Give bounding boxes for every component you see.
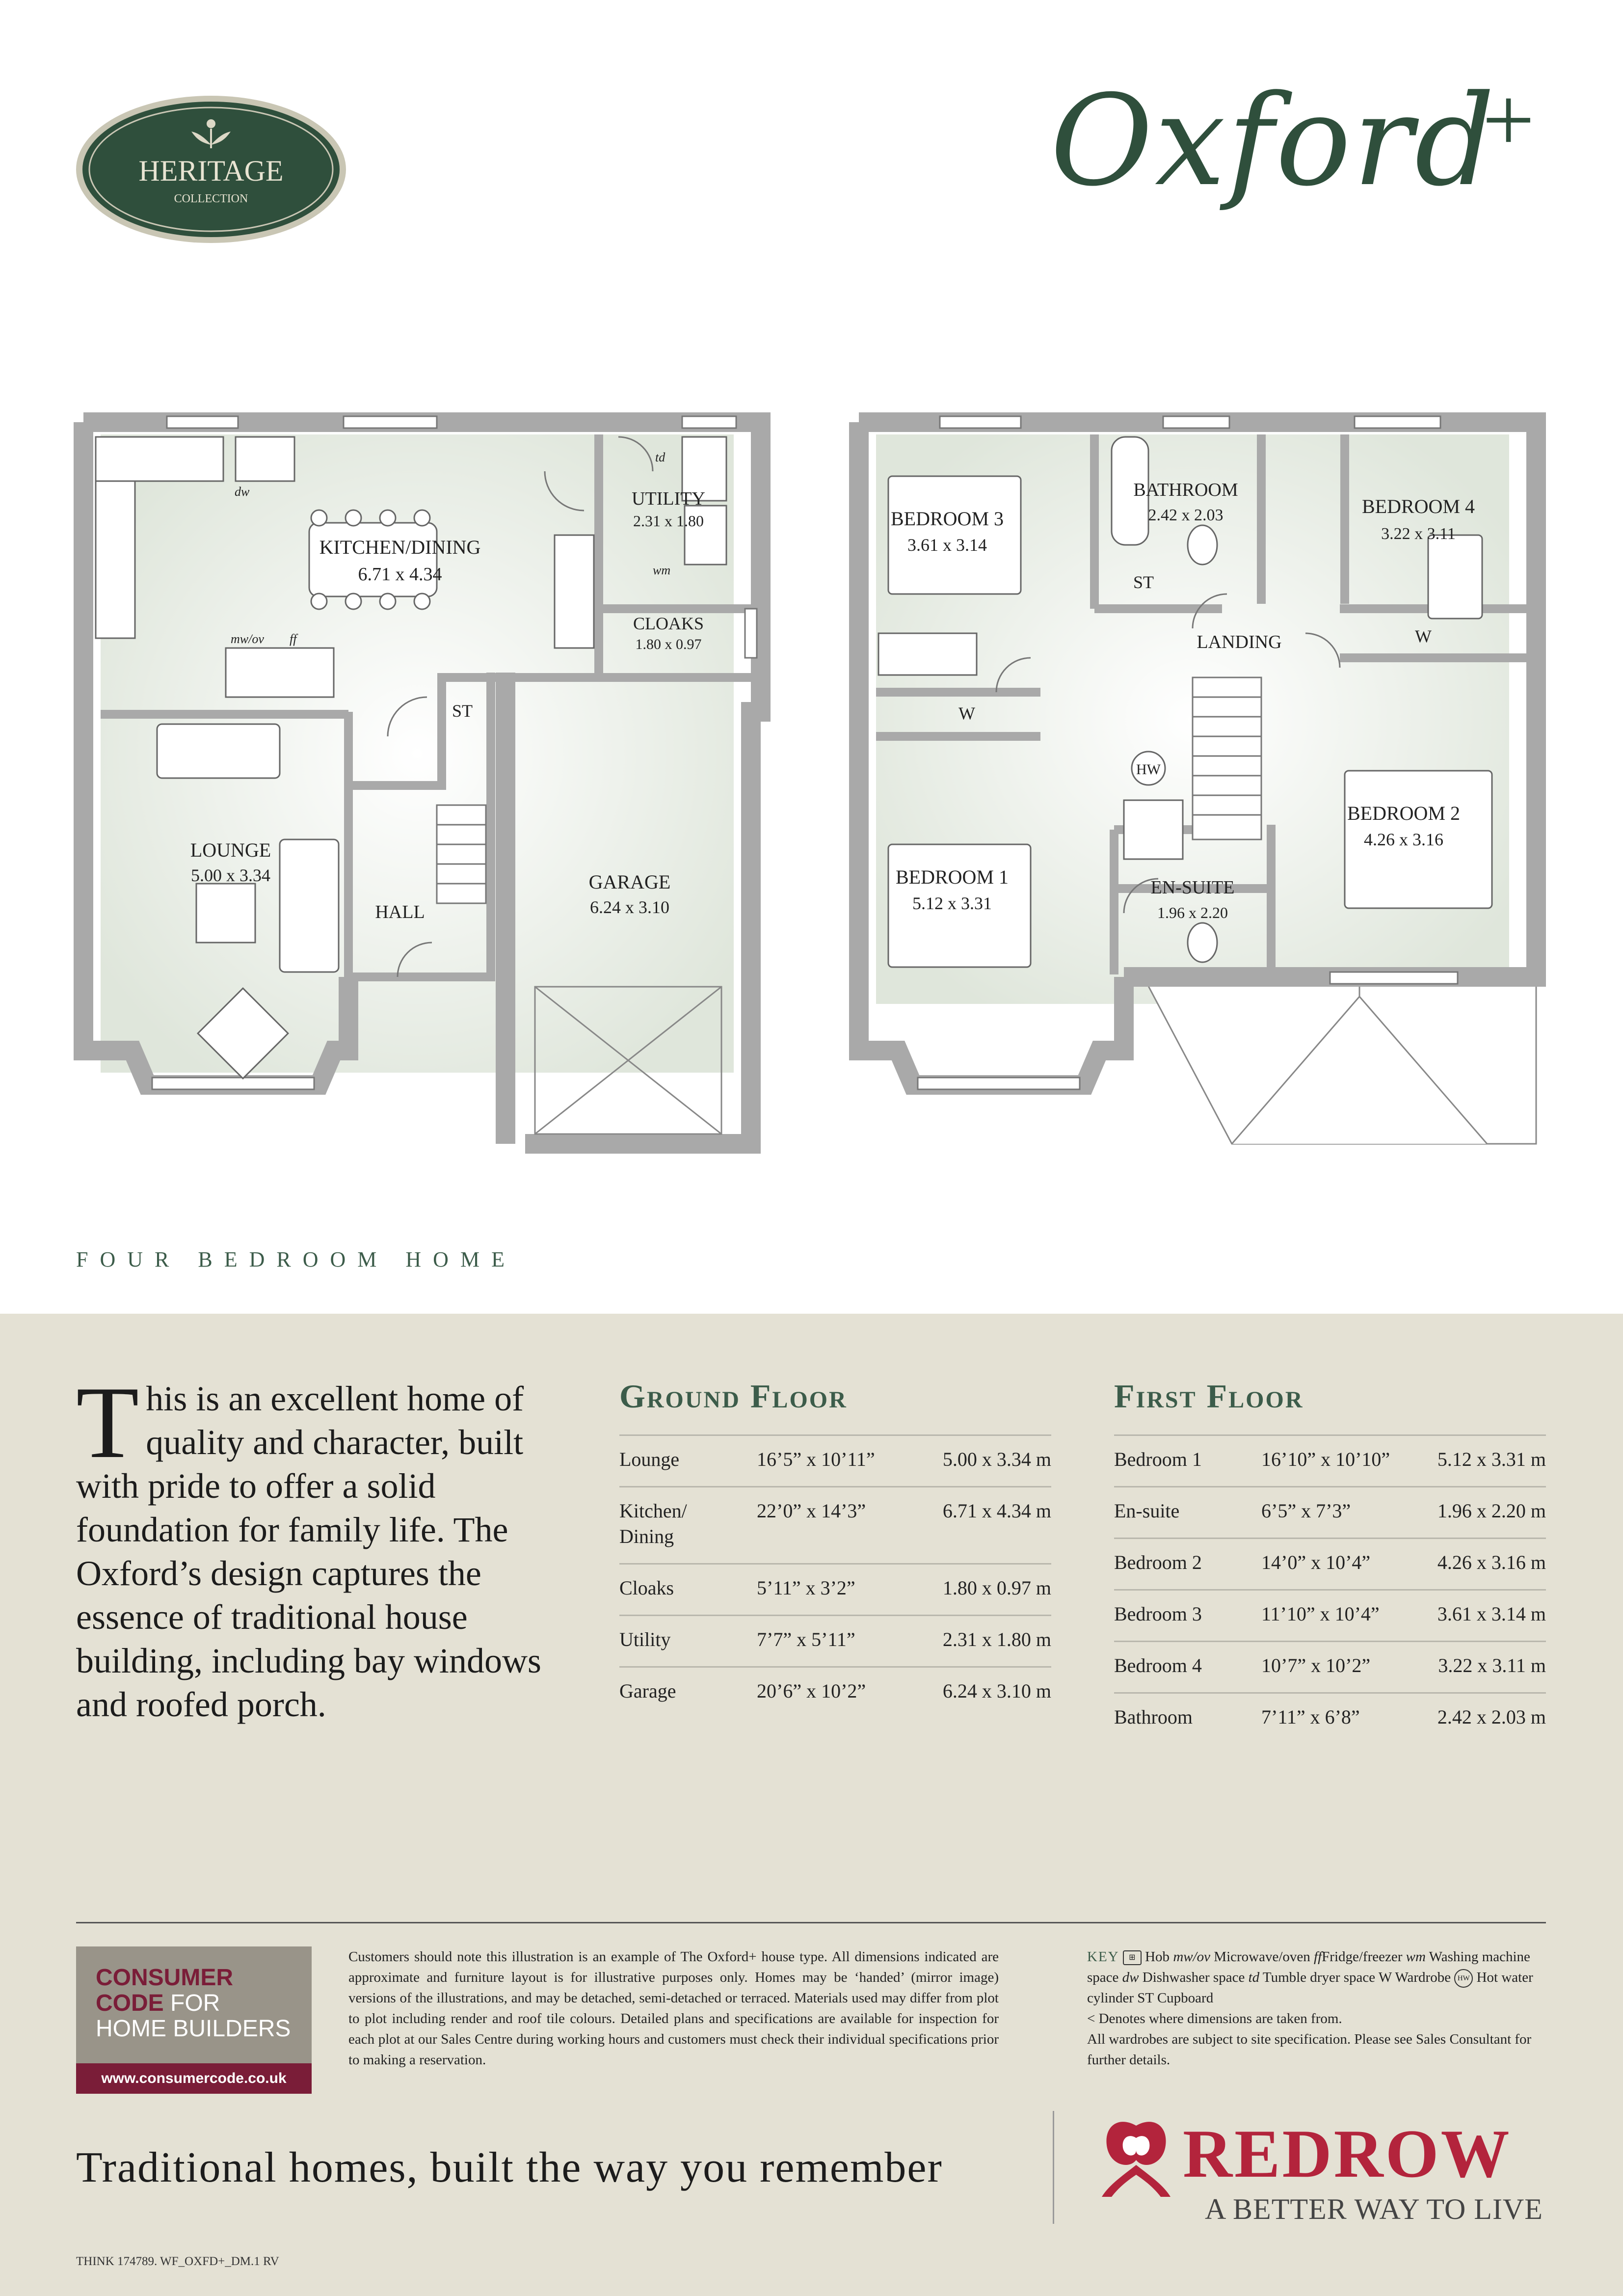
table-row xyxy=(1114,1641,1546,1692)
key-dw: Dishwasher space xyxy=(1142,1970,1245,1985)
home-type-caption: FOUR BEDROOM HOME xyxy=(76,1247,516,1271)
room-imperial: 7’11” x 6’8” xyxy=(1261,1706,1360,1728)
room-name: Lounge xyxy=(619,1448,680,1470)
consumer-code-line-2b: FOR xyxy=(163,1990,220,2016)
consumer-code-badge xyxy=(76,1946,312,2094)
vertical-divider xyxy=(1053,2111,1054,2224)
wardrobe-mark-bedroom-4: W xyxy=(1415,626,1432,646)
key-td-abbr: td xyxy=(1248,1970,1260,1985)
house-type-title xyxy=(1050,68,1566,221)
room-metric: 5.12 x 3.31 m xyxy=(1437,1448,1546,1470)
room-metric: 2.42 x 2.03 m xyxy=(1437,1706,1546,1728)
first-floor-dimensions-table xyxy=(1114,1377,1546,1744)
room-label-bedroom-3: BEDROOM 3 xyxy=(890,508,1004,530)
collection-wordmark: COLLECTION xyxy=(174,192,248,205)
consumer-code-wordmark xyxy=(96,1965,291,2042)
key-mwov: Microwave/oven xyxy=(1214,1949,1310,1965)
room-metric: 1.80 x 0.97 m xyxy=(942,1577,1051,1599)
room-size-bedroom-4: 3.22 x 3.11 xyxy=(1381,525,1456,543)
room-metric: 3.22 x 3.11 m xyxy=(1438,1654,1546,1676)
plan-key xyxy=(1087,1946,1548,2070)
intro-body: his is an excellent home of quality and character, built with pride to offer a solid foundation for family life. The Oxford’s design captures the essence of traditional house building, including bay windows and roofed porch. xyxy=(76,1379,541,1724)
key-hob: Hob xyxy=(1145,1949,1170,1965)
first-floor-heading: First Floor xyxy=(1114,1378,1304,1415)
room-size-bedroom-1: 5.12 x 3.31 xyxy=(912,893,992,913)
room-imperial: 20’6” x 10’2” xyxy=(757,1680,866,1702)
heritage-wordmark: HERITAGE xyxy=(138,155,284,187)
room-metric: 1.96 x 2.20 m xyxy=(1437,1500,1546,1522)
consumer-code-line-1: CONSUMER xyxy=(96,1965,234,1991)
consumer-code-url[interactable]: www.consumercode.co.uk xyxy=(76,2063,312,2094)
hot-water-cylinder-label: HW xyxy=(1136,761,1161,778)
room-label-lounge: LOUNGE xyxy=(190,839,271,861)
document-reference: THINK 174789. WF_OXFD+_DM.1 RV xyxy=(76,2255,279,2268)
disclaimer-text: Customers should note this illustration is an example of The Oxford+ house type. All dimensions indicated are approximate and furniture layout is for illustrative purposes only. Homes may be ‘handed’ (mirror image) versions of the illustrations, and may be detached, semi-detached or terraced. Materials used may differ from plot to plot including render and roof tile colours. Detailed plans and specifications are available for inspection for each plot at our Sales Centre during working hours and customers must check their individual specifications prior to making a reservation. xyxy=(348,1949,999,2068)
room-imperial: 10’7” x 10’2” xyxy=(1261,1654,1371,1676)
table-row xyxy=(1114,1434,1546,1486)
consumer-code-line-3: HOME BUILDERS xyxy=(96,2016,291,2042)
room-name: Kitchen/ Dining xyxy=(619,1500,687,1547)
room-metric: 2.31 x 1.80 m xyxy=(942,1628,1051,1650)
rose-emblem-icon xyxy=(1090,2111,1183,2204)
table-row xyxy=(619,1434,1051,1486)
room-name: Bathroom xyxy=(1114,1706,1193,1728)
room-name: Bedroom 3 xyxy=(1114,1603,1202,1625)
table-row xyxy=(1114,1486,1546,1538)
appliance-label-microwave-oven: mw/ov xyxy=(231,632,264,646)
table-row xyxy=(619,1615,1051,1666)
wardrobe-mark-bedroom-1: W xyxy=(958,703,975,723)
intro-dropcap: T xyxy=(76,1366,139,1480)
first-floor-plan xyxy=(849,398,1546,1154)
room-label-garage: GARAGE xyxy=(588,871,671,893)
room-label-bedroom-4: BEDROOM 4 xyxy=(1361,495,1475,517)
key-label: KEY xyxy=(1087,1949,1119,1965)
heritage-collection-logo xyxy=(74,93,348,245)
consumer-code-line-2a: CODE xyxy=(96,1990,164,2016)
room-label-store: ST xyxy=(1133,572,1154,592)
room-label-bathroom: BATHROOM xyxy=(1133,480,1238,500)
room-imperial: 22’0” x 14’3” xyxy=(757,1500,866,1522)
room-size-bedroom-2: 4.26 x 3.16 xyxy=(1364,830,1443,849)
room-imperial: 16’5” x 10’11” xyxy=(757,1448,875,1470)
tagline: Traditional homes, built the way you remember xyxy=(76,2144,943,2191)
house-type-suffix: + xyxy=(1482,69,1535,172)
key-ff-abbr: ff xyxy=(1314,1949,1322,1965)
room-size-en-suite: 1.96 x 2.20 xyxy=(1157,904,1228,921)
room-imperial: 5’11” x 3’2” xyxy=(757,1577,855,1599)
appliance-label-dishwasher: dw xyxy=(235,485,250,499)
key-ff: Fridge/freezer xyxy=(1322,1949,1403,1965)
room-name: Bedroom 4 xyxy=(1114,1654,1202,1676)
section-divider xyxy=(76,1922,1546,1923)
room-label-store: ST xyxy=(452,701,473,721)
appliance-label-tumble-dryer: td xyxy=(655,450,665,464)
redrow-wordmark: REDROW xyxy=(1183,2116,1512,2192)
room-name: Utility xyxy=(619,1628,671,1650)
room-size-bedroom-3: 3.61 x 3.14 xyxy=(907,535,987,555)
table-row xyxy=(619,1486,1051,1563)
room-label-en-suite: EN-SUITE xyxy=(1150,877,1235,898)
room-metric: 6.71 x 4.34 m xyxy=(942,1500,1051,1522)
redrow-slogan: A BETTER WAY TO LIVE xyxy=(1205,2193,1543,2225)
room-name: Garage xyxy=(619,1680,676,1702)
room-imperial: 6’5” x 7’3” xyxy=(1261,1500,1351,1522)
room-imperial: 14’0” x 10’4” xyxy=(1261,1551,1371,1573)
room-size-lounge: 5.00 x 3.34 xyxy=(191,865,270,885)
appliance-label-fridge-freezer: ff xyxy=(290,632,297,646)
key-dw-abbr: dw xyxy=(1122,1970,1139,1985)
room-name: Bedroom 2 xyxy=(1114,1551,1202,1573)
room-label-landing: LANDING xyxy=(1197,632,1282,652)
redrow-logo xyxy=(1085,2111,1551,2239)
room-label-cloaks: CLOAKS xyxy=(633,614,704,633)
table-row xyxy=(619,1563,1051,1615)
room-size-cloaks: 1.80 x 0.97 xyxy=(635,636,702,652)
room-metric: 3.61 x 3.14 m xyxy=(1437,1603,1546,1625)
ground-floor-heading: Ground Floor xyxy=(619,1378,848,1415)
room-size-garage: 6.24 x 3.10 xyxy=(590,897,669,917)
room-metric: 4.26 x 3.16 m xyxy=(1437,1551,1546,1573)
room-name: Bedroom 1 xyxy=(1114,1448,1202,1470)
appliance-label-washing-machine: wm xyxy=(653,563,671,577)
house-type-name: Oxford xyxy=(1050,68,1497,214)
room-imperial: 11’10” x 10’4” xyxy=(1261,1603,1380,1625)
key-hw: Hot water cylinder xyxy=(1087,1970,1533,2006)
key-wm-abbr: wm xyxy=(1406,1949,1426,1965)
ground-floor-plan xyxy=(74,398,771,1154)
room-label-bedroom-2: BEDROOM 2 xyxy=(1347,802,1461,824)
room-imperial: 16’10” x 10’10” xyxy=(1261,1448,1390,1470)
room-label-utility: UTILITY xyxy=(632,488,705,509)
hot-water-cylinder-icon: HW xyxy=(1454,1969,1473,1988)
room-metric: 6.24 x 3.10 m xyxy=(942,1680,1051,1702)
room-name: Cloaks xyxy=(619,1577,674,1599)
room-name: En-suite xyxy=(1114,1500,1180,1522)
table-row xyxy=(1114,1589,1546,1641)
key-wardrobe: W Wardrobe xyxy=(1378,1970,1451,1985)
key-note-dimensions: < Denotes where dimensions are taken from. xyxy=(1087,2011,1342,2027)
key-mwov-abbr: mw/ov xyxy=(1173,1949,1211,1965)
intro-paragraph xyxy=(76,1366,567,1727)
hob-icon: ⊞ xyxy=(1123,1950,1142,1965)
ground-floor-dimensions-table xyxy=(619,1377,1051,1718)
key-note-wardrobes: All wardrobes are subject to site specification. Please see Sales Consultant for further details. xyxy=(1087,2031,1532,2068)
table-row xyxy=(1114,1538,1546,1589)
room-label-hall: HALL xyxy=(375,902,425,922)
room-size-utility: 2.31 x 1.80 xyxy=(633,512,704,530)
table-row xyxy=(619,1666,1051,1718)
key-wm: Washing machine space xyxy=(1087,1949,1530,1985)
key-td: Tumble dryer space xyxy=(1262,1970,1376,1985)
room-size-bathroom: 2.42 x 2.03 xyxy=(1148,506,1224,524)
table-row xyxy=(1114,1692,1546,1744)
room-label-kitchen-dining: KITCHEN/DINING xyxy=(319,536,481,558)
key-st: ST Cupboard xyxy=(1137,1990,1214,2006)
room-size-kitchen-dining: 6.71 x 4.34 xyxy=(358,564,442,585)
room-imperial: 7’7” x 5’11” xyxy=(757,1628,855,1650)
room-label-bedroom-1: BEDROOM 1 xyxy=(895,866,1009,888)
room-metric: 5.00 x 3.34 m xyxy=(942,1448,1051,1470)
